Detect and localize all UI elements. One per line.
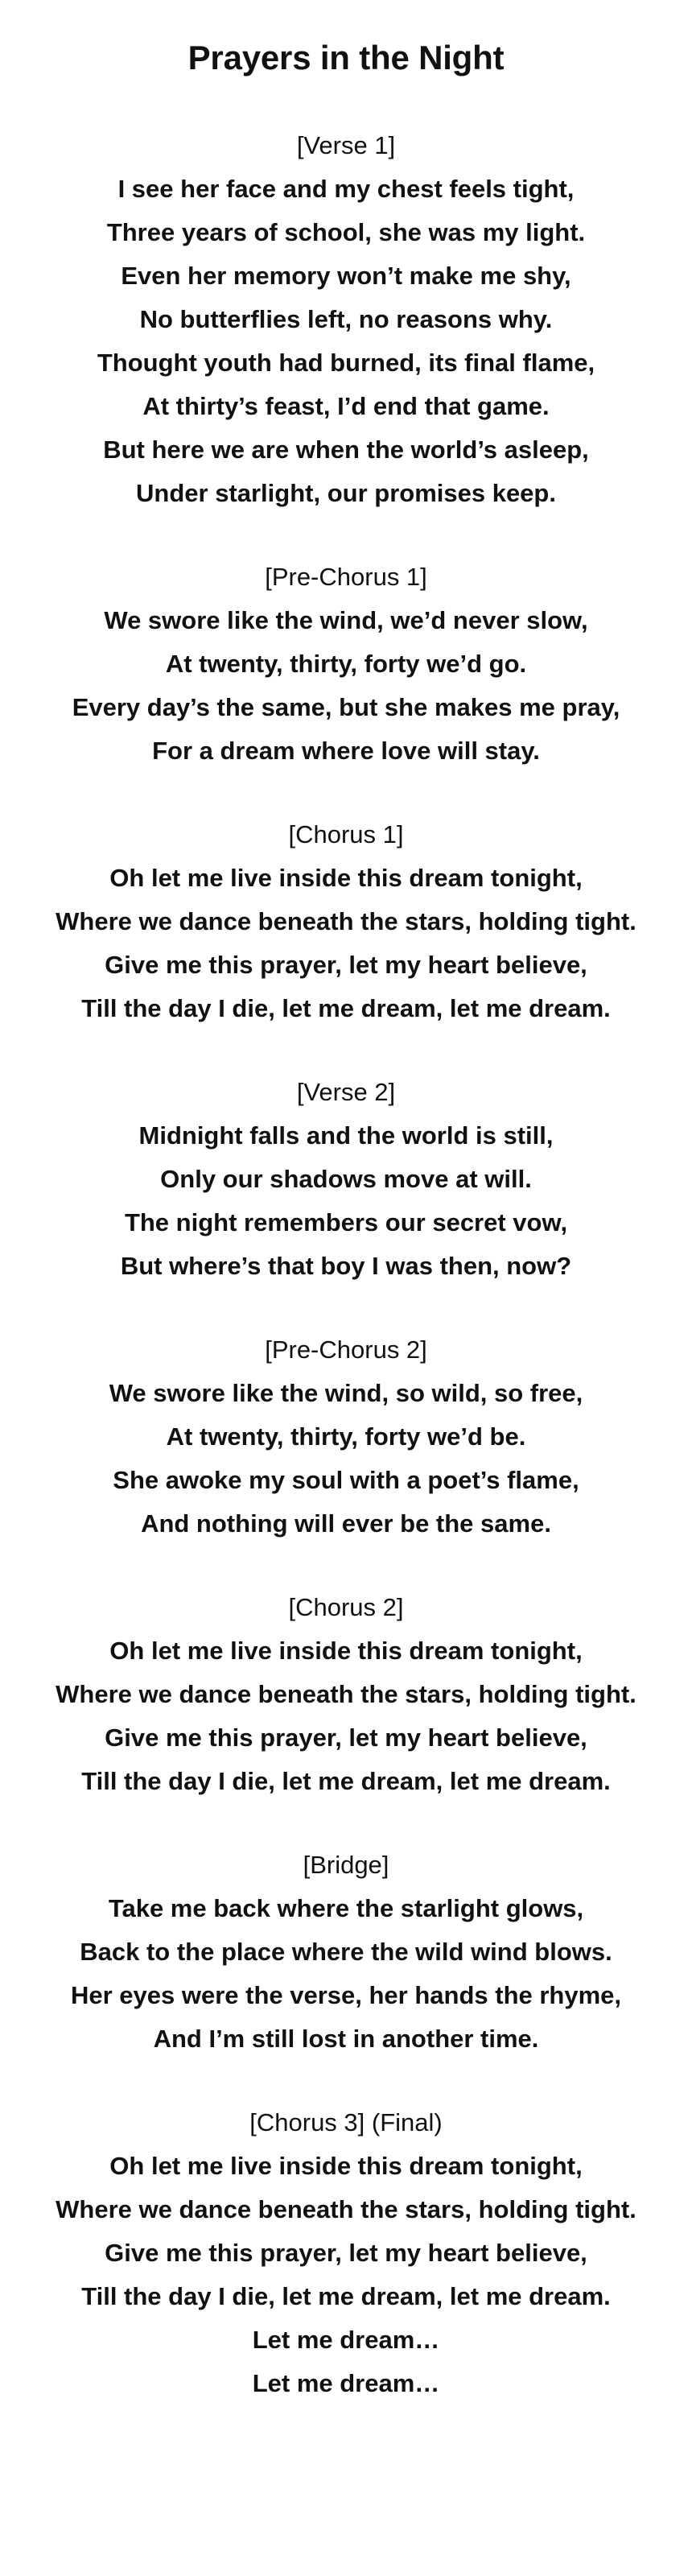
section-verse-2 <box>0 1071 692 1288</box>
lyric-line: Till the day I die, let me dream, let me dream. <box>81 994 611 1022</box>
section-label: [Bridge] <box>303 1851 389 1879</box>
section-label: [Pre-Chorus 2] <box>265 1335 427 1364</box>
lyric-line: Where we dance beneath the stars, holding tight. <box>56 1680 636 1708</box>
lyric-line: Let me dream… <box>252 2326 440 2354</box>
lyric-line: We swore like the wind, so wild, so free, <box>109 1379 583 1407</box>
lyric-line: But where’s that boy I was then, now? <box>120 1252 572 1280</box>
lyric-line: Give me this prayer, let my heart believe, <box>105 1724 587 1752</box>
lyric-line: Till the day I die, let me dream, let me dream. <box>81 2282 611 2310</box>
lyric-line: Give me this prayer, let my heart believe, <box>105 951 587 979</box>
section-chorus-1 <box>0 813 692 1030</box>
section-pre-chorus-1 <box>0 555 692 773</box>
section-label: [Pre-Chorus 1] <box>265 563 427 591</box>
lyric-line: Give me this prayer, let my heart believe, <box>105 2239 587 2267</box>
lyric-line: Oh let me live inside this dream tonight, <box>109 864 583 892</box>
section-label: [Chorus 3] (Final) <box>249 2108 443 2136</box>
lyric-line: Midnight falls and the world is still, <box>138 1121 554 1150</box>
section-chorus-3-final <box>0 2101 692 2405</box>
lyric-line: And I’m still lost in another time. <box>153 2025 539 2053</box>
page-title: Prayers in the Night <box>187 39 505 76</box>
section-label: [Verse 2] <box>296 1078 396 1106</box>
lyric-line: We swore like the wind, we’d never slow, <box>104 606 588 634</box>
lyric-line: Three years of school, she was my light. <box>106 218 586 246</box>
lyric-line: Under starlight, our promises keep. <box>136 479 556 507</box>
lyric-line: The night remembers our secret vow, <box>124 1208 568 1236</box>
lyric-line: At twenty, thirty, forty we’d go. <box>165 650 527 678</box>
section-label: [Chorus 1] <box>288 820 404 848</box>
section-label: [Verse 1] <box>296 131 396 159</box>
lyric-line: She awoke my soul with a poet’s flame, <box>113 1466 579 1494</box>
lyric-line: Where we dance beneath the stars, holding tight. <box>56 907 636 935</box>
lyric-line: Oh let me live inside this dream tonight, <box>109 1637 583 1665</box>
lyric-line: At twenty, thirty, forty we’d be. <box>166 1422 526 1451</box>
section-label: [Chorus 2] <box>288 1593 404 1621</box>
lyric-line: Oh let me live inside this dream tonight, <box>109 2152 583 2180</box>
lyric-line: Her eyes were the verse, her hands the rhyme, <box>70 1981 622 2009</box>
lyric-line: Only our shadows move at will. <box>160 1165 532 1193</box>
lyric-line: Where we dance beneath the stars, holding tight. <box>56 2195 636 2223</box>
section-bridge <box>0 1843 692 2061</box>
lyric-line: Back to the place where the wild wind blows. <box>80 1938 612 1966</box>
lyric-line: Let me dream… <box>252 2369 440 2397</box>
lyric-line: Thought youth had burned, its final flame, <box>97 349 595 377</box>
lyric-line: I see her face and my chest feels tight, <box>117 175 575 203</box>
lyric-line: And nothing will ever be the same. <box>141 1509 551 1538</box>
lyric-line: No butterflies left, no reasons why. <box>139 305 553 333</box>
lyric-line: At thirty’s feast, I’d end that game. <box>142 392 550 420</box>
section-verse-1 <box>0 124 692 515</box>
lyric-line: Till the day I die, let me dream, let me dream. <box>81 1767 611 1795</box>
lyric-line: For a dream where love will stay. <box>152 737 540 765</box>
lyric-line: Take me back where the starlight glows, <box>108 1894 584 1922</box>
lyric-line: But here we are when the world’s asleep, <box>103 436 589 464</box>
lyric-line: Every day’s the same, but she makes me pray, <box>72 693 620 721</box>
lyric-line: Even her memory won’t make me shy, <box>121 262 571 290</box>
section-chorus-2 <box>0 1586 692 1803</box>
section-pre-chorus-2 <box>0 1328 692 1546</box>
